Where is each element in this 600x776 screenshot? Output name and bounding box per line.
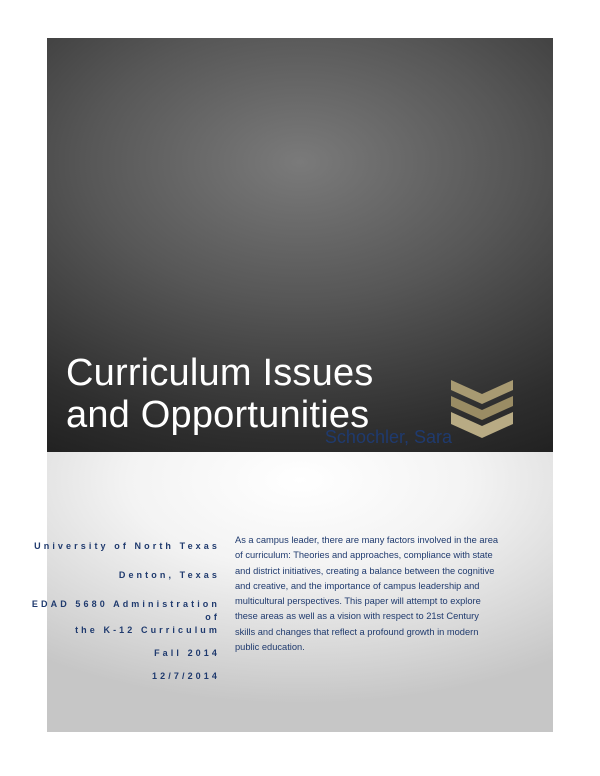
university-name: University of North Texas [34, 541, 220, 551]
abstract-text: As a campus leader, there are many factors involved in the area of curriculum: Theories and approaches, compliance with state and district initiatives, creating a balance between the cognitive and creative, and the importance of campus leadership and multicultural perspectives. This paper will attempt to explore these areas as well as a vision with respect to 21st Century skills and changes that reflect a profound growth in modern public education. [235, 535, 499, 653]
author-name: Schochler, Sara [324, 427, 452, 447]
chevron-stack-icon [451, 380, 513, 438]
document-title [66, 352, 426, 436]
course-line-2: the K-12 Curriculum [75, 625, 220, 635]
document-date: 12/7/2014 [152, 671, 220, 681]
title-line-1: Curriculum Issues [66, 352, 374, 394]
course-line-1: EDAD 5680 Administration of [31, 599, 220, 622]
term: Fall 2014 [154, 648, 220, 658]
document-info-block [18, 540, 220, 683]
location: Denton, Texas [118, 570, 220, 580]
title-line-2: and Opportunities [66, 394, 370, 436]
